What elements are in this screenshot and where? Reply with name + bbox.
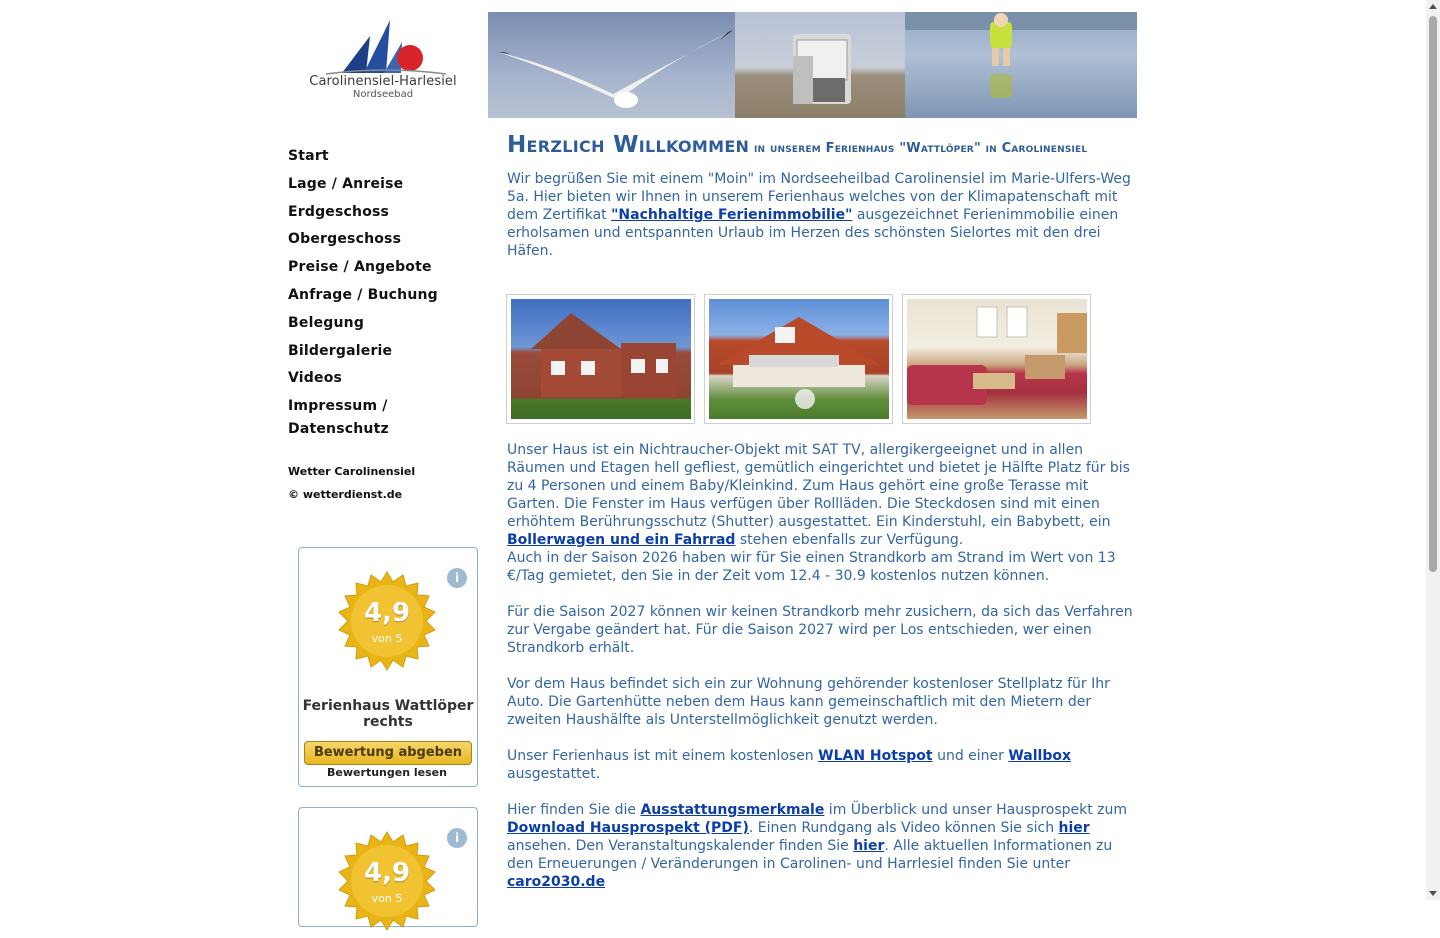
ausstattungsmerkmale-link[interactable]: Ausstattungsmerkmale: [640, 802, 825, 818]
links-text-part: . Einen Rundgang als Video können Sie sich: [748, 820, 1059, 836]
wlan-text-part: und einer: [932, 748, 1009, 764]
sail-logo-icon: [306, 18, 466, 78]
nav-lage-anreise[interactable]: Lage / Anreise: [288, 175, 404, 192]
main-navigation: [288, 145, 478, 446]
rating-widget: [298, 547, 478, 787]
weather-title[interactable]: Wetter Carolinensiel: [288, 465, 416, 478]
strandkorb-2027-paragraph: Für die Saison 2027 können wir keinen Strandkorb mehr zusichern, da sich das Verfahren zur Vergabe geändert hat. Für die Saison 2027 wird per Los entschieden, wer einen Strandkorb erhält.: [507, 604, 1133, 656]
intro-text-part: Wir begrüßen Sie mit einem "Moin" im Nordseeheilbad Carolinensiel im Marie-Ulfers-Weg 5a. Hier bieten wir Ihnen in unserem Ferienhaus welches von der Klimapatenschaft mit dem Zertifikat: [507, 171, 1131, 223]
wallbox-link[interactable]: Wallbox: [1008, 748, 1072, 764]
wlan-text-part: Unser Ferienhaus ist mit einem kostenlosen: [507, 748, 819, 764]
description-text: [507, 441, 1137, 909]
page-title-main: Herzlich Willkommen: [507, 132, 750, 158]
site-logo[interactable]: [288, 12, 488, 118]
rating-score: 4,9: [363, 598, 411, 628]
download-prospekt-link[interactable]: Download Hausprospekt (PDF): [507, 820, 749, 836]
banner-seagull-image: [488, 12, 735, 118]
banner-child-mudflat-image: [905, 12, 1137, 118]
scroll-down-icon[interactable]: [1429, 891, 1437, 896]
rating-seal: [335, 830, 439, 934]
scroll-up-icon[interactable]: [1429, 4, 1437, 9]
nav-obergeschoss[interactable]: Obergeschoss: [288, 231, 402, 248]
house-front-photo[interactable]: [511, 299, 691, 419]
scrollbar-thumb[interactable]: [1429, 16, 1437, 572]
links-text-part: Hier finden Sie die: [507, 802, 641, 818]
logo-subtitle: Nordseebad: [352, 89, 414, 100]
weather-widget[interactable]: [288, 460, 415, 506]
video-tour-link[interactable]: hier: [1058, 820, 1090, 836]
page-scrollbar[interactable]: [1426, 0, 1440, 900]
photo-thumbnail[interactable]: [506, 294, 695, 424]
banner-beach-chair-image: [735, 12, 905, 118]
photo-thumbnail[interactable]: [902, 294, 1091, 424]
strandkorb-2026-text: Auch in der Saison 2026 haben wir für Sie einen Strandkorb am Strand im Wert von 13 €/Tag gemietet, den Sie in der Zeit vom 12.4 - 30.9 kostenlos nutzen können.: [507, 550, 1116, 584]
living-room-photo[interactable]: [907, 299, 1087, 419]
links-paragraph: [507, 801, 1137, 891]
header-banner: [488, 12, 1137, 118]
event-calendar-link[interactable]: hier: [853, 838, 885, 854]
wlan-paragraph: [507, 747, 1137, 783]
nav-preise-angebote[interactable]: Preise / Angebote: [288, 259, 432, 276]
house-terrace-photo[interactable]: [709, 299, 889, 419]
description-text-part: stehen ebenfalls zur Verfügung.: [735, 532, 964, 548]
rating-seal: [335, 570, 439, 674]
rating-scale: von 5: [371, 632, 403, 645]
wlan-hotspot-link[interactable]: WLAN Hotspot: [818, 748, 933, 764]
submit-rating-button[interactable]: Bewertung abgeben: [304, 741, 472, 765]
info-icon[interactable]: i: [447, 568, 467, 588]
wlan-text-part: ausgestattet.: [507, 766, 601, 782]
info-icon[interactable]: i: [447, 828, 467, 848]
page-title: [507, 132, 1137, 158]
links-text-part: im Überblick und unser Hausprospekt zum: [824, 802, 1128, 818]
intro-text-part: ausgezeichnet Ferienimmobilie einen erholsamen und entspannten Urlaub im Herzen des schönsten Sielortes mit den drei Häfen.: [507, 207, 1119, 259]
rating-widget-2: [298, 807, 478, 927]
certificate-link[interactable]: "Nachhaltige Ferienimmobilie": [611, 207, 853, 223]
weather-credit[interactable]: © wetterdienst.de: [288, 488, 403, 501]
read-reviews-link[interactable]: Bewertungen lesen: [327, 766, 447, 779]
nav-bildergalerie[interactable]: Bildergalerie: [288, 342, 393, 359]
photo-strip: [506, 294, 1091, 424]
nav-videos[interactable]: Videos: [288, 370, 343, 387]
nav-anfrage-buchung[interactable]: Anfrage / Buchung: [288, 286, 438, 303]
nav-erdgeschoss[interactable]: Erdgeschoss: [288, 203, 390, 220]
logo-name: Carolinensiel-Harlesiel: [309, 74, 457, 89]
links-text-part: ansehen. Den Veranstaltungskalender finden Sie: [507, 838, 854, 854]
caro2030-link[interactable]: caro2030.de: [507, 874, 606, 890]
intro-text: [507, 170, 1137, 260]
nav-start[interactable]: Start: [288, 148, 329, 164]
links-text-part: . Alle aktuellen Informationen zu den Erneuerungen / Veränderungen in Carolinen- und Harrlesiel finden Sie unter: [507, 838, 1113, 872]
page-title-sub: in unserem Ferienhaus "Wattlöper" in Carolinensiel: [749, 141, 1088, 156]
rating-scale: von 5: [371, 892, 403, 905]
nav-impressum-datenschutz[interactable]: Impressum / Datenschutz: [288, 398, 389, 438]
parking-paragraph: Vor dem Haus befindet sich ein zur Wohnung gehörender kostenloser Stellplatz für Ihr Auto. Die Gartenhütte neben dem Haus kann gemeinschaftlich mit den Mietern der zweiten Haushälfte als Unterstellmöglichkeit genutzt werden.: [507, 676, 1110, 728]
rating-property-name: Ferienhaus Wattlöper rechts: [302, 698, 474, 730]
description-paragraph: [507, 441, 1137, 585]
rating-score: 4,9: [363, 858, 411, 888]
nav-belegung[interactable]: Belegung: [288, 314, 365, 331]
bollerwagen-link[interactable]: Bollerwagen und ein Fahrrad: [507, 532, 736, 548]
photo-thumbnail[interactable]: [704, 294, 893, 424]
description-text-part: Unser Haus ist ein Nichtraucher-Objekt mit SAT TV, allergikergeeignet und in allen Räumen und Etagen hell gefliest, gemütlich eingerichtet und bietet je Hälfte Platz für bis zu 4 Personen und einem Baby/Kleinkind. Zum Haus gehört eine große Terasse mit Garten. Die Fenster im Haus verfügen über Rollläden. Die Steckdosen sind mit einen erhöhtem Berührungsschutz (Shutter) ausgestattet. Ein Kinderstuhl, ein Babybett, ein: [507, 442, 1130, 530]
